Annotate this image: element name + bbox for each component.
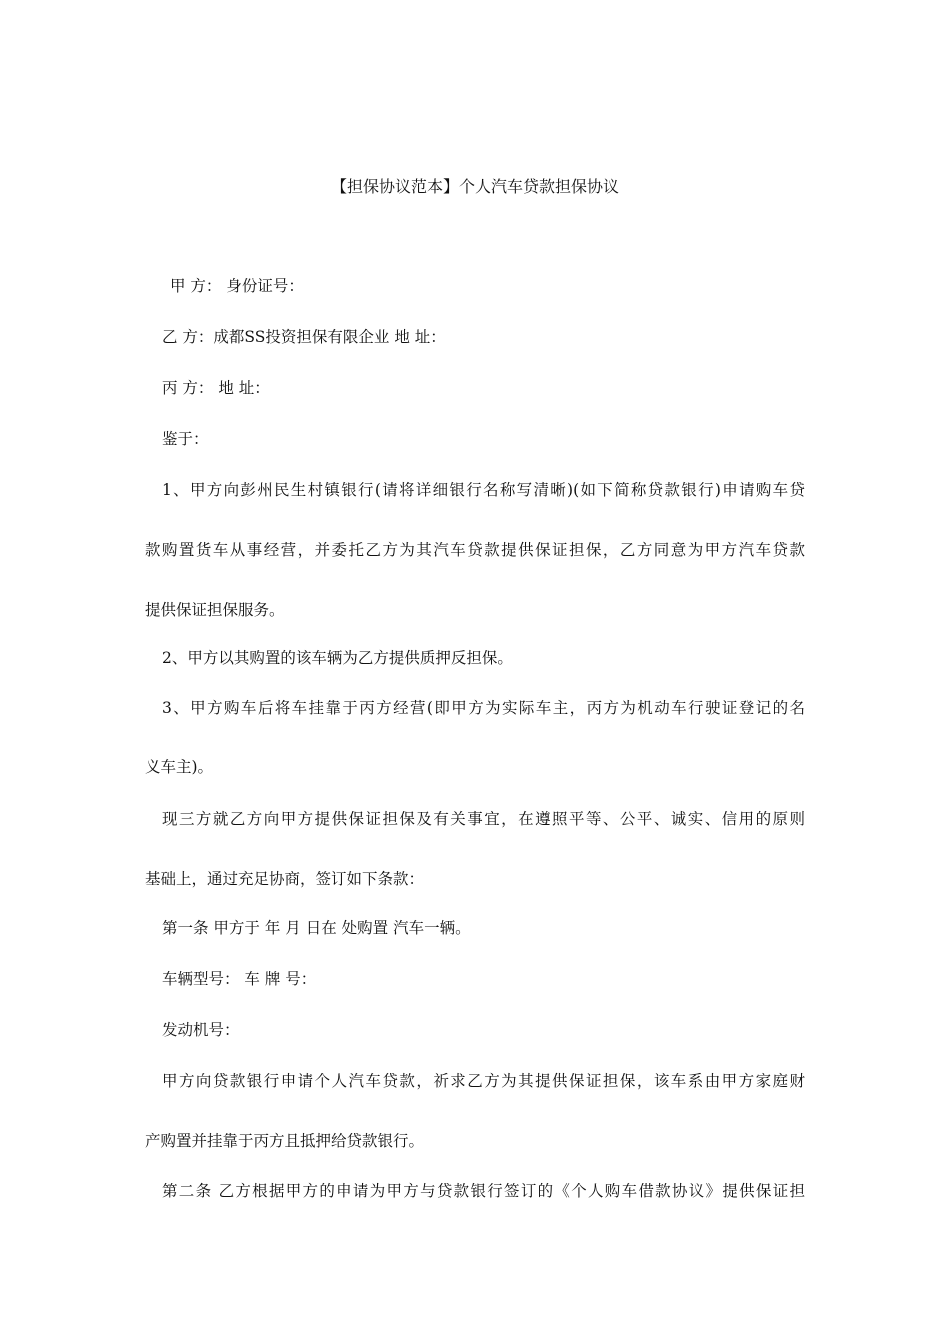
document-title: 【担保协议范本】个人汽车贷款担保协议 (330, 177, 619, 196)
whereas-line: 鉴于： (162, 430, 209, 448)
party-c-line: 丙 方： 地 址： (162, 379, 270, 397)
article-1-line: 第一条 甲方于 年 月 日在 处购置 汽车一辆。 (162, 919, 471, 937)
negotiation-paragraph: 现三方就乙方向甲方提供保证担保及有关事宜，在遵照平等、公平、诚实、信用的原则 基础上，通过充足协商，签订如下条款： (145, 810, 805, 888)
item-1-paragraph: 1、甲方向彭州民生村镇银行(请将详细银行名称写清晰)(如下简称贷款银行)申请购车贷 款购置货车从事经营，并委托乙方为其汽车贷款提供保证担保，乙方同意为甲方汽车贷款 提供保证担保服务。 (145, 481, 805, 619)
loan-application-paragraph: 甲方向贷款银行申请个人汽车贷款，祈求乙方为其提供保证担保，该车系由甲方家庭财 产购置并挂靠于丙方且抵押给贷款银行。 (145, 1072, 805, 1150)
party-a-line: 甲 方： 身份证号： (170, 277, 304, 295)
article-2-paragraph: 第二条 乙方根据甲方的申请为甲方与贷款银行签订的《个人购车借款协议》提供保证担 (162, 1182, 805, 1200)
party-b-line: 乙 方：成都SS投资担保有限企业 地 址： (162, 328, 446, 346)
item-2-paragraph: 2、甲方以其购置的该车辆为乙方提供质押反担保。 (162, 649, 513, 667)
item-3-paragraph: 3、甲方购车后将车挂靠于丙方经营(即甲方为实际车主，丙方为机动车行驶证登记的名 义车主)。 (145, 699, 805, 776)
engine-number-line: 发动机号： (162, 1021, 240, 1039)
vehicle-model-line: 车辆型号： 车 牌 号： (162, 970, 317, 988)
